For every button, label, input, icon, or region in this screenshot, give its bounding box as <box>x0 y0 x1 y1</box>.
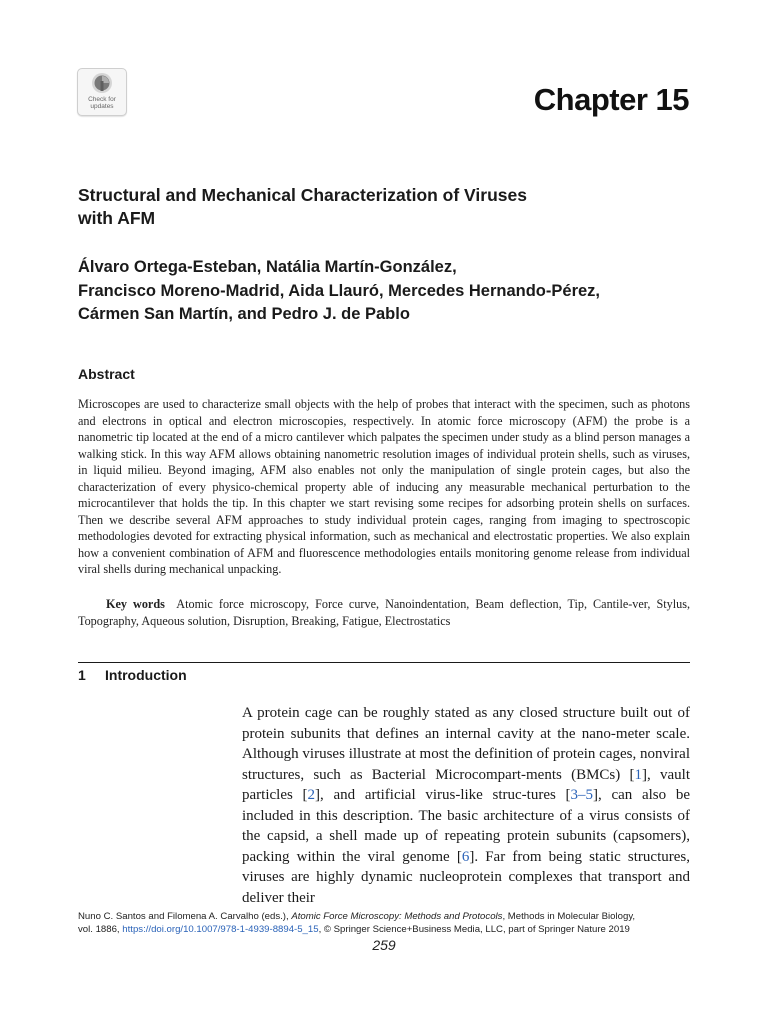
citation-link[interactable]: 5 <box>585 787 594 803</box>
paper-title <box>78 184 678 230</box>
title-line: with AFM <box>78 208 156 228</box>
check-for-updates-badge[interactable] <box>77 68 127 116</box>
citation-link[interactable]: 6 <box>461 848 470 865</box>
section-title: Introduction <box>105 667 187 683</box>
section-heading <box>78 667 187 683</box>
section-divider <box>78 662 690 663</box>
abstract-heading: Abstract <box>78 366 135 382</box>
author-line: Francisco Moreno-Madrid, Aida Llauró, Mercedes Hernando-Pérez, <box>78 281 600 300</box>
footnote-book-title: Atomic Force Microscopy: Methods and Protocols <box>291 911 503 922</box>
intro-text: A protein cage can be roughly stated as any closed structure built out of protein subunits that defines an internal cavity at the nano-meter scale. Although viruses illustrate at most the definition of protein cages, nonviral structures, such as Bacterial Microcompart-ments (BMCs) [ <box>242 705 690 783</box>
keywords <box>78 596 690 629</box>
footnote-series: , Methods in Molecular Biology, <box>502 911 636 922</box>
section-number: 1 <box>78 667 86 683</box>
keywords-label: Key words <box>106 597 165 611</box>
badge-label: Check for updates <box>88 96 116 110</box>
footnote-editors: Nuno C. Santos and Filomena A. Carvalho (eds.), <box>78 911 292 922</box>
citation-footnote <box>78 910 698 936</box>
citation-link[interactable]: 1 <box>634 766 642 783</box>
doi-link[interactable]: https://doi.org/10.1007/978-1-4939-8894-5_15 <box>122 924 319 935</box>
citation-link[interactable]: 3 <box>570 787 579 803</box>
footnote-volume: vol. 1886, <box>78 924 123 935</box>
intro-text: ], can also be included in this description. The basic architecture of a virus consists of the capsid, a shell made up of repeating protein subunits (capsomers), packing within the viral genome [ <box>242 787 690 865</box>
author-list <box>78 256 698 327</box>
citation-dash: – <box>578 787 586 803</box>
title-line: Structural and Mechanical Characterization of Viruses <box>78 185 527 205</box>
intro-text: ], and artificial virus-like struc-tures [ <box>315 787 571 803</box>
citation-link[interactable]: 2 <box>307 787 316 803</box>
introduction-paragraph <box>242 703 690 908</box>
intro-text: ], vault particles [ <box>242 766 690 803</box>
author-line: Cármen San Martín, and Pedro J. de Pablo <box>78 305 410 323</box>
intro-text: ]. Far from being static structures, viruses are highly dynamic nucleoprotein complexes that transport and deliver their <box>242 848 690 906</box>
author-line: Álvaro Ortega-Esteban, Natália Martín-González, <box>78 258 457 276</box>
abstract-text: Microscopes are used to characterize small objects with the help of probes that interact with the specimen, such as photons and electrons in optical and electron microscopies, respectively. In atomic force microscopy (AFM) the probe is a nanometric tip located at the end of a micro cantilever which palpates the specimen under study as a blind person manages a walking stick. In this way AFM allows obtaining nanometric resolution images of individual protein shells, such as viruses, in liquid milieu. Beyond imaging, AFM also enables not only the manipulation of single protein cages, but also the characterization of every physico-chemical property able of inducing any measurable mechanical perturbation to the microcantilever that holds the tip. In this chapter we start revising some recipes for adsorbing protein shells on surfaces. Then we describe several AFM approaches to study individual protein cages, ranging from imaging to spectroscopic methodologies devoted for extracting physical information, such as mechanical and electrostatic properties. We also explain how a convenient combination of AFM and fluorescence methodologies entails monitoring genome release from individual viral shells during mechanical unpacking. <box>78 397 690 576</box>
crossmark-icon <box>91 72 113 94</box>
keywords-text: Atomic force microscopy, Force curve, Nanoindentation, Beam deflection, Tip, Cantile-ver, Stylus, Topography, Aqueous solution, Disruption, Breaking, Fatigue, Electrostatics <box>78 597 690 628</box>
footnote-rights: , © Springer Science+Business Media, LLC, part of Springer Nature 2019 <box>318 924 630 935</box>
chapter-number: Chapter 15 <box>533 82 689 117</box>
page-number: 259 <box>372 937 396 953</box>
